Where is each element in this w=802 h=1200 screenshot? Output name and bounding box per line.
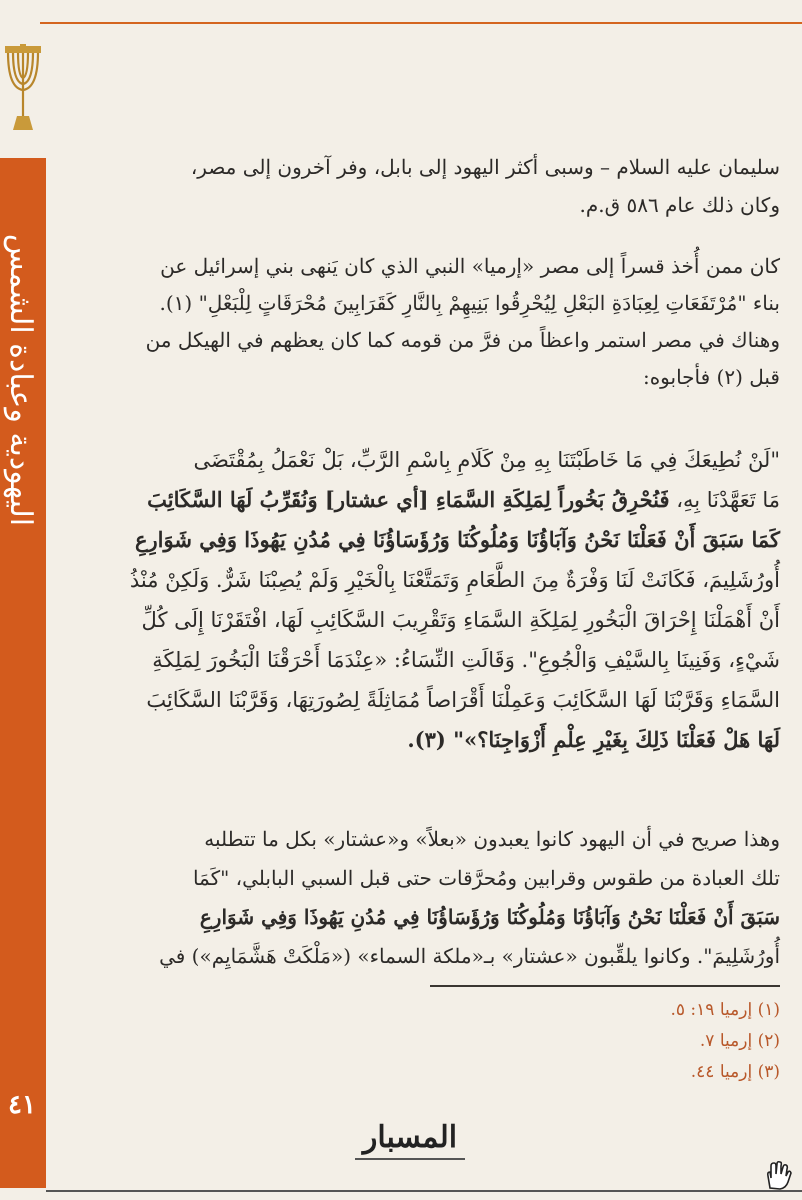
quote-line: لَهَا هَلْ فَعَلْنَا ذَلِكَ بِغَيْرِ عِلْمِ أَزْوَاجِنَا؟»" (٣). — [407, 727, 780, 752]
footnote: (٢) إرميا ٧. — [699, 1031, 780, 1051]
text-line: سليمان عليه السلام – وسبى أكثر اليهود إلى بابل، وفر آخرون إلى مصر، — [190, 155, 780, 179]
publisher-logo: المسبار — [362, 1120, 458, 1155]
logo-underline — [355, 1158, 465, 1160]
text-line: وهناك في مصر استمر واعظاً من فرَّ من قومه كما كان يعظهم في الهيكل من — [145, 328, 780, 352]
paragraph — [90, 820, 780, 976]
quote-line: كَمَا سَبَقَ أَنْ فَعَلْنَا نَحْنُ وَآبَاؤُنَا وَمُلُوكُنَا وَرُؤَسَاؤُنَا فِي مُدُنِ يَهُوذَا وَفِي شَوَارِعِ — [135, 527, 780, 552]
page-number: ٤١ — [8, 1090, 36, 1120]
text-line: قبل (٢) فأجابوه: — [642, 365, 780, 389]
text-line: وهذا صريح في أن اليهود كانوا يعبدون «بعلاً» و«عشتار» بكل ما تتطلبه — [204, 827, 780, 851]
quote-line: "لَنْ نُطِيعَكَ فِي مَا خَاطَبْتَنَا بِهِ مِنْ كَلَامِ بِاسْمِ الرَّبِّ، بَلْ نَعْمَلُ بِمُقْتَضَى — [193, 448, 780, 472]
footnote: (١) إرميا ١٩: ٥. — [670, 1000, 780, 1020]
text-line: وكان ذلك عام ٥٨٦ ق.م. — [579, 193, 780, 217]
footnotes — [500, 995, 780, 1088]
quote-line — [90, 480, 780, 520]
quote-line: أَنْ أَهْمَلْنَا إِحْرَاقَ الْبَخُورِ لِمَلِكَةِ السَّمَاءِ وَتَقْرِيبَ السَّكَائِبِ لَهَا، افْتَقَرْنَا إِلَى كُلِّ — [141, 608, 780, 632]
text-line: بناء "مُرْتَفَعَاتِ لِعِبَادَةِ البَعْلِ لِيُحْرِقُوا بَنِيهِمْ بِالنَّارِ كَقَرَابِينَ مُحْرَقَاتٍ لِلْبَعْلِ" (١). — [159, 291, 780, 315]
top-rule — [40, 22, 802, 24]
quote-line: السَّمَاءِ وَقَرَّبْنَا لَهَا السَّكَائِبَ وَعَمِلْنَا أَقْرَاصاً مُمَاثِلَةً لِصُورَتِهَا، وَقَرَّبْنَا السَّكَائِبَ — [146, 688, 780, 712]
footnote-divider — [430, 985, 780, 987]
paragraph — [90, 148, 780, 224]
chapter-title: اليهودية وعبادة الشمس — [3, 233, 38, 527]
quote-line: أُورُشَلِيمَ، فَكَانَتْ لَنَا وَفْرَةٌ مِنَ الطَّعَامِ وَتَمَتَّعْنَا بِالْخَيْرِ وَلَمْ يُصِبْنَا شَرٌّ. وَلَكِنْ مُنْذُ — [129, 568, 780, 592]
quote-fragment-bold: فَنُحْرِقُ بَخُوراً لِمَلِكَةِ السَّمَاءِ [أي عشتار] وَنُقَرِّبُ لَهَا السَّكَائِبَ — [147, 487, 670, 512]
text-line: كان ممن أُخذ قسراً إلى مصر «إرميا» النبي الذي كان يَنهى بني إسرائيل عن — [160, 254, 780, 278]
text-line: أُورُشَلِيمَ". وكانوا يلقِّبون «عشتار» بـ«ملكة السماء» («مَلْكَتْ هَشَّمَايِم») في — [159, 944, 780, 968]
paragraph — [90, 248, 780, 396]
bottom-rule — [46, 1190, 802, 1192]
text-line: سَبَقَ أَنْ فَعَلْنَا نَحْنُ وَآبَاؤُنَا وَمُلُوكُنَا وَرُؤَسَاؤُنَا فِي مُدُنِ يَهُوذَا وَفِي شَوَارِعِ — [199, 905, 780, 929]
text-line: تلك العبادة من طقوس وقرابين ومُحرَّقات حتى قبل السبي البابلي، "كَمَا — [192, 866, 780, 890]
quotation-block — [90, 440, 780, 760]
quote-line: شَيْءٍ، وَفَنِينَا بِالسَّيْفِ وَالْجُوعِ". وَقَالَتِ النِّسَاءُ: «عِنْدَمَا أَحْرَقْنَا الْبَخُورَ لِمَلِكَةِ — [152, 648, 780, 672]
hand-cursor-icon — [760, 1158, 794, 1192]
footnote: (٣) إرميا ٤٤. — [690, 1062, 780, 1082]
quote-fragment: مَا تَعَهَّدْنَا بِهِ، — [669, 488, 780, 512]
